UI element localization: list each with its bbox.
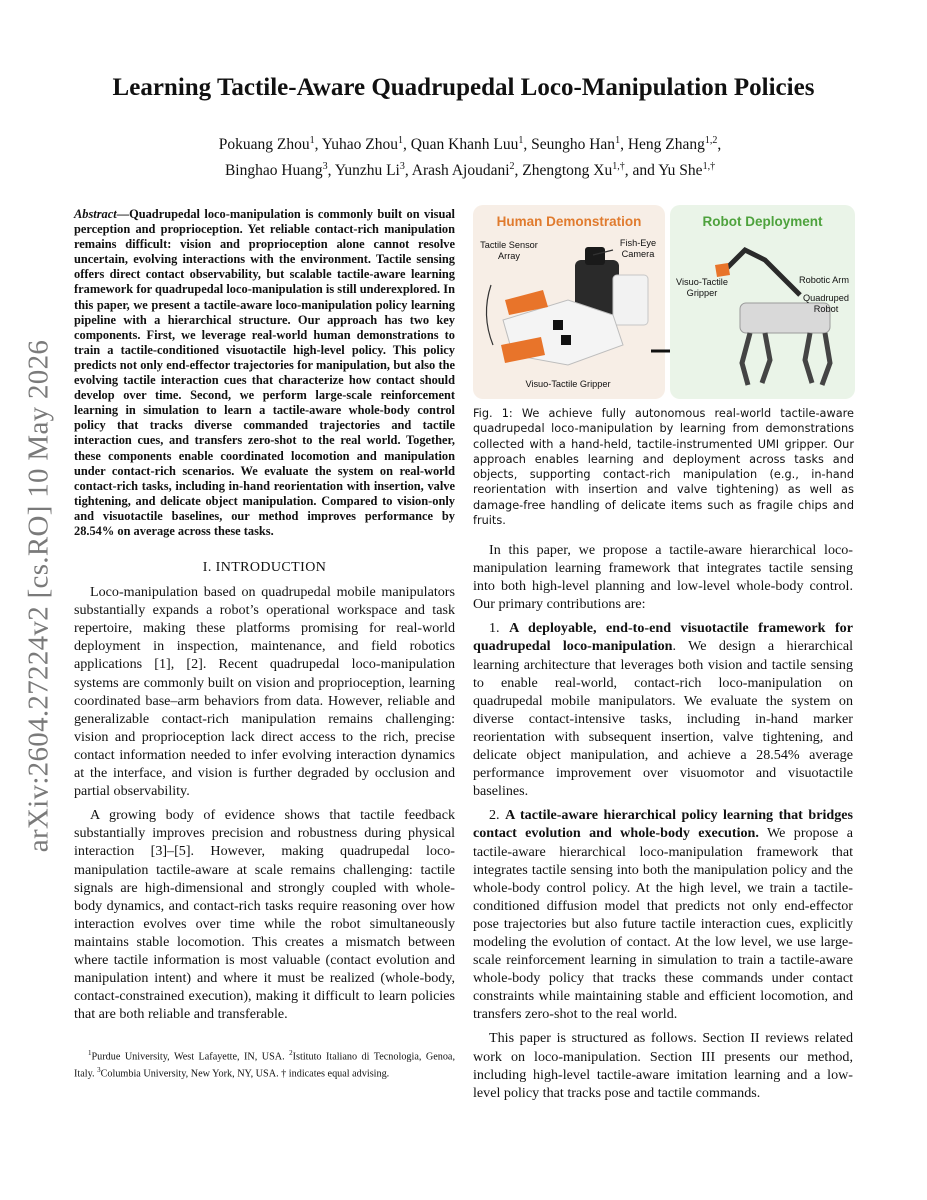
contribution-1 [473, 619, 853, 800]
author: Quan Khanh Luu [410, 136, 519, 154]
author-affiliation: 3 [399, 161, 405, 173]
author: Yunzhu Li [334, 162, 400, 180]
author-line-1: Pokuang Zhou$^1$, Yuhao Zhou$^1$, Quan Khanh Luu$^1$, Seungho Han$^1$, Heng Zhang$^{1,2}$, [218, 135, 722, 154]
robot-deployment-title: Robot Deployment [702, 214, 823, 229]
label-visuo-tactile-gripper: Visuo-Tactile Gripper [525, 379, 611, 389]
author-affiliation: 1 [518, 135, 524, 146]
fish-eye-camera-shape [585, 247, 605, 265]
contribution-2 [473, 806, 853, 1023]
abstract [74, 207, 455, 539]
robot-leg [742, 333, 750, 385]
author: Pokuang Zhou [218, 136, 310, 154]
footnote-text: Columbia University, New York, NY, USA. † indicates equal advising. [100, 1067, 390, 1079]
author-affiliation: 1,2 [704, 135, 718, 146]
human-demonstration-title: Human Demonstration [496, 214, 642, 229]
aruco-marker-2 [561, 335, 571, 345]
author-list [120, 130, 820, 182]
gripper-body-shape [613, 275, 648, 325]
author: Zhengtong Xu [522, 162, 613, 180]
footnote-text: Istituto Italiano di Tecnologia, Genoa, Italy. [74, 1051, 455, 1079]
intro-paragraph-2: A growing body of evidence shows that tactile feedback substantially improves precision and robustness during physical interaction [3]–[5]. However, making quadrupedal loco-manipulation tactile-aware at scale remains challenging: tactile signals are high-dimensional and strongly coupled with whole-body dynamics, and contact-rich tasks require reasoning over how interaction evolves over time while the robot simultaneously maintains stable locomotion. This creates a mismatch between where tactile information is most valuable (contact evolution and manipulation intent) and where it must be realized (whole-body, contact-constrained execution), making it difficult to learn policies that are both reliable and transferable. [74, 807, 455, 1023]
author-affiliation: 1,† [702, 161, 716, 173]
intro-paragraph-1: Loco-manipulation based on quadrupedal mobile manipulators substantially expands a robot’s operational workspace and task repertoire, making these platforms promising for real-world deployment in inspection, maintenance, and field robotics applications [1], [2]. Recent quadrupedal loco-manipulation systems are commonly built on vision and proprioception, learning coordinated base–arm behaviors from data. However, reliable and generalizable contact-rich manipulation remains challenging: vision and proprioception lack direct access to the rich, precise contact information needed to infer evolving interaction dynamics at the interface, and vision is further degraded by occlusion and partial observability. [74, 584, 455, 800]
author-affiliation: 1,† [612, 161, 625, 173]
contributions-intro: In this paper, we propose a tactile-aware hierarchical loco-manipulation learning framework that integrates tactile sensing into both high-level planning and low-level whole-body control. Our primary contributions are: [473, 542, 853, 613]
contribution-2-number: 2. [489, 807, 500, 824]
author-affiliation: 1 [397, 135, 403, 146]
arxiv-identifier [14, 318, 64, 873]
label-tactile-sensor-array: Tactile Sensor Array [480, 240, 538, 261]
aruco-marker-1 [553, 320, 563, 330]
paper-title: Learning Tactile-Aware Quadrupedal Loco-Manipulation Policies [112, 74, 815, 101]
contribution-1-heading: A deployable, end-to-end visuotactile framework for quadrupedal loco-manipulation [473, 620, 853, 655]
section-heading-introduction: I. INTRODUCTION [202, 560, 327, 575]
contribution-1-text: . We design a hierarchical learning architecture that leverages both vision and tactile sensing to enable real-world, contact-rich loco-manipulation on quadrupedal mobile manipulators. We evaluate the system on diverse contact-intensive tasks, including in-hand marker reorientation with subsequent insertion, valve tightening, and delicate object manipulation, and achieve a 28.54% average performance improvement over visuomotor and visuotactile baselines. [473, 638, 853, 800]
author: Heng Zhang [627, 136, 705, 154]
handheld-gripper-illustration [473, 205, 665, 399]
paper-structure-paragraph: This paper is structured as follows. Section II reviews related work on loco-manipulation. Section III presents our method, including high-level tactile-aware imitation learning and a low-level policy that tracks pose and tactile commands. [473, 1030, 853, 1101]
robot-leg [762, 333, 770, 383]
abstract-lead: Abstract [74, 207, 117, 221]
author: Yuhao Zhou [321, 136, 398, 154]
label-fish-eye-camera: Fish-Eye Camera [619, 238, 657, 259]
author-affiliation: 1 [309, 135, 315, 146]
author: Yu She [658, 162, 703, 180]
footnote-mark: 3 [97, 1065, 101, 1074]
abstract-dash: — [116, 207, 130, 221]
abstract-text: Quadrupedal loco-manipulation is commonly built on visual perception and proprioception. Yet reliable contact-rich manipulation remains difficult: vision and proprioception alone cannot resolve uncertain, evolving interactions with the environment. Tactile sensing offers direct contact observability, but scalable tactile-aware learning framework for quadrupedal loco-manipulation is still underexplored. In this paper, we present a tactile-aware loco-manipulation policy learning pipeline with a hierarchical structure. Our approach has two key components. First, we leverage real-world human demonstrations to train a tactile-conditioned visuotactile high-level policy. This policy predicts not only end-effector trajectories for manipulation, but also the evolving tactile interaction cues that characterize how contact should develop over time. Second, we perform large-scale reinforcement learning in simulation to learn a tactile-aware whole-body control policy that tracks diverse commanded trajectories and tactile interaction cues, and transfers zero-shot to the real world. Together, these components enable coordinated locomotion and manipulation under contact-rich scenarios. We evaluate the system on real-world contact-rich tasks, including in-hand reorientation with insertion, valve tightening, and delicate object manipulation. Compared to vision-only and visuotactile baselines, our method improves performance by 28.54% on average across these tasks. [74, 207, 455, 538]
robot-leg [805, 333, 812, 383]
human-demonstration-panel [473, 205, 665, 399]
affiliation-footnote [74, 1047, 455, 1080]
left-column-body [74, 551, 455, 1029]
author-affiliation: 3 [322, 161, 328, 173]
arxiv-identifier-text: arXiv:2604.27224v2 [cs.RO] 10 May 2026 [22, 339, 55, 852]
contribution-1-number: 1. [489, 620, 500, 637]
footnote-text: Purdue University, West Lafayette, IN, USA. [91, 1051, 290, 1063]
author-conjunction: and [632, 162, 655, 180]
right-column-body [473, 541, 853, 1108]
label-robot-gripper: Visuo-Tactile Gripper [676, 277, 728, 298]
author-line-2: Binghao Huang$^3$, Yunzhu Li$^3$, Arash Ajoudani$^2$, Zhengtong $Xu^{1,\dagger}$, and Yu She$^{1,\dagger}$ [224, 161, 716, 180]
robotic-arm-shape [725, 250, 800, 295]
author: Binghao Huang [224, 162, 323, 180]
footnote-mark: 2 [289, 1049, 293, 1057]
author-affiliation: 2 [509, 161, 515, 173]
robot-deployment-panel [670, 205, 855, 399]
contribution-2-text: We propose a tactile-aware hierarchical loco-manipulation framework that integrates tactile sensing into both the manipulation policy and the whole-body control policy. At the high level, we train a tactile-conditioned diffusion model that predicts not only end-effector pose trajectories but also future tactile interaction cues, explicitly modeling the evolution of contact. At the low level, we use large-scale reinforcement learning in simulation to train a tactile-aware whole-body policy that tracks these commands under contact constraints while maintaining stable and efficient locomotion, and transfers zero-shot to the real world. [473, 825, 853, 1023]
author: Seungho Han [531, 136, 616, 154]
figure-1 [473, 205, 855, 401]
label-quadruped-robot: Quadruped Robot [803, 293, 849, 314]
contribution-2-heading: A tactile-aware hierarchical policy learning that bridges contact evolution and whole-body execution. [473, 807, 853, 842]
robot-gripper-finger [715, 263, 730, 277]
author: Arash Ajoudani [411, 162, 510, 180]
robot-leg [822, 333, 830, 385]
author-affiliation: 1 [615, 135, 621, 146]
figure-1-caption: Fig. 1: We achieve fully autonomous real-world tactile-aware quadrupedal loco-manipulation by learning from demonstrations collected with a hand-held, tactile-instrumented UMI gripper. Our approach enables learning and deployment across tasks and objects, supporting contact-rich manipulation (e.g., in-hand reorientation with insertion and valve tightening) as well as damage-free handling of delicate items such as fragile chips and fruits. [473, 407, 854, 528]
sensor-arrow [486, 285, 493, 345]
footnote-mark: 1 [88, 1049, 92, 1057]
label-robotic-arm: Robotic Arm [798, 275, 850, 285]
